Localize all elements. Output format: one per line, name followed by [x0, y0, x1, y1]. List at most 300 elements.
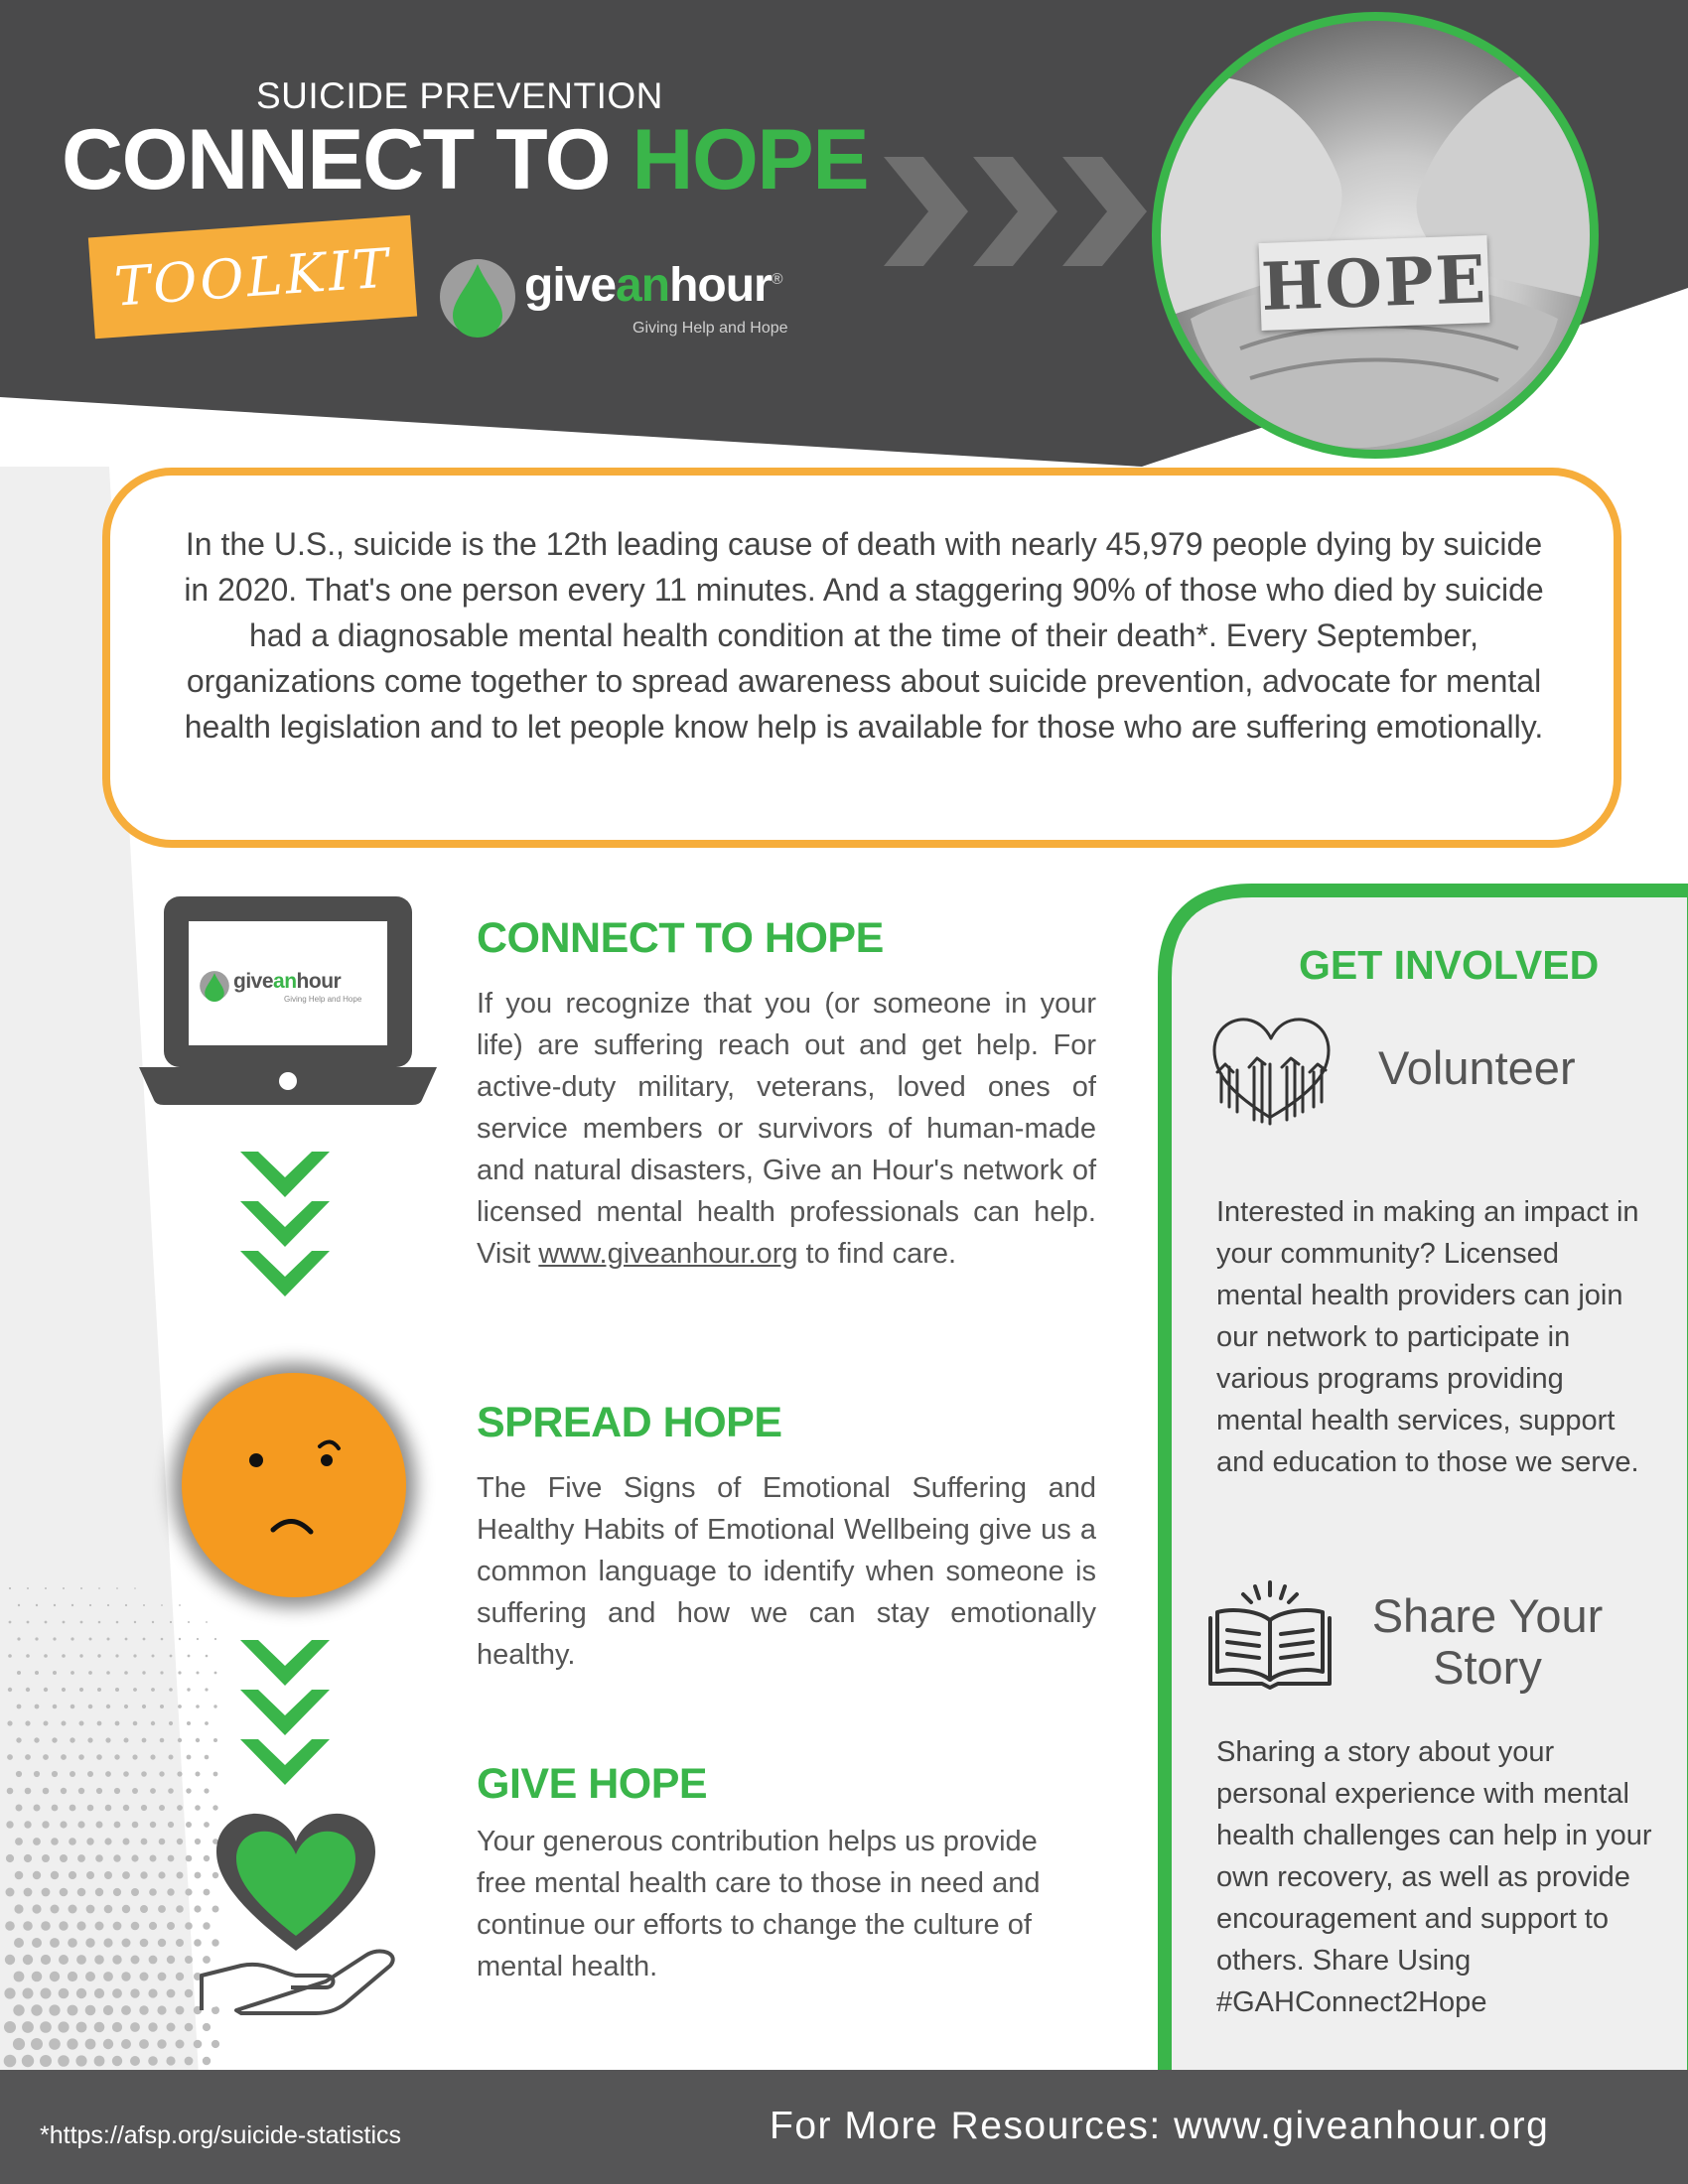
halftone-dot: [188, 1655, 191, 1658]
halftone-dot: [34, 1771, 40, 1777]
halftone-dot: [68, 1938, 77, 1948]
halftone-dot: [4, 1987, 15, 1998]
connect-text: [477, 983, 1096, 1275]
halftone-dot: [25, 1720, 30, 1725]
volunteer-label: Volunteer: [1378, 1041, 1576, 1094]
halftone-dot: [35, 1705, 40, 1709]
halftone-dot: [98, 1621, 101, 1624]
halftone-dot: [61, 1788, 67, 1794]
halftone-dot: [167, 1989, 176, 1998]
halftone-dot: [97, 1688, 101, 1692]
halftone-dot: [188, 1621, 190, 1623]
halftone-dot: [168, 1855, 175, 1862]
halftone-dot: [106, 1671, 110, 1675]
halftone-dot: [58, 2055, 70, 2067]
halftone-dot: [52, 1771, 58, 1777]
laptop-logo-tagline: Giving Help and Hope: [284, 995, 362, 1004]
halftone-dot: [140, 1871, 147, 1878]
halftone-dot: [61, 1754, 67, 1760]
halftone-dot: [143, 1604, 145, 1606]
hope-photo: [1152, 12, 1599, 459]
halftone-dot: [148, 2056, 158, 2066]
halftone-dot: [177, 1839, 183, 1844]
halftone-dot: [124, 1738, 129, 1743]
halftone-dot: [76, 1921, 85, 1930]
halftone-dot: [23, 1955, 33, 1965]
halftone-dot: [14, 1938, 24, 1948]
give-heading: GIVE HOPE: [477, 1760, 708, 1808]
halftone-dot: [123, 1839, 130, 1845]
halftone-dot: [124, 1671, 128, 1675]
laptop-screen-logo: [199, 968, 377, 1008]
halftone-dot: [31, 2038, 43, 2050]
halftone-dot: [77, 1888, 86, 1897]
halftone-dot: [85, 1938, 94, 1947]
halftone-dot: [211, 2040, 219, 2048]
halftone-dot: [206, 1621, 208, 1623]
halftone-dot: [132, 1788, 138, 1794]
intro-text: In the U.S., suicide is the 12th leading cause of death with nearly 45,979 people dying by suicide in 2020. That's one person every 11 minutes. And a staggering 90% of those who died by suicide had a diagnosable mental health condition at the time of their death*. Every September, organizations come together to spread awareness about suicide prevention, advocate for mental health legislation and to let people know help is available for those who are suffering emotionally.: [184, 526, 1544, 745]
halftone-dot: [185, 1956, 193, 1964]
halftone-dot: [142, 1671, 145, 1674]
halftone-dot: [45, 1621, 48, 1624]
halftone-dot: [114, 1754, 119, 1759]
halftone-dot: [104, 1905, 113, 1914]
halftone-dot: [95, 1922, 104, 1931]
halftone-dot: [49, 2038, 61, 2050]
hope-word: HOPE: [1259, 240, 1489, 326]
halftone-dot: [167, 1956, 175, 1964]
halftone-dot: [105, 1737, 110, 1742]
halftone-dot: [204, 1788, 209, 1793]
halftone-dot: [157, 2005, 166, 2014]
halftone-dot: [58, 2021, 69, 2032]
halftone-dot: [150, 1855, 157, 1862]
halftone-dot: [75, 2055, 86, 2066]
halftone-dot: [213, 1738, 217, 1742]
halftone-dot: [31, 2004, 42, 2015]
halftone-dot: [122, 1905, 130, 1913]
halftone-dot: [14, 1904, 23, 1913]
halftone-dot: [25, 1754, 31, 1760]
halftone-dot: [112, 2056, 122, 2066]
halftone-dot: [133, 1688, 137, 1692]
halftone-dot: [15, 1838, 23, 1845]
halftone-dot: [27, 1621, 30, 1624]
halftone-dot: [89, 1604, 91, 1606]
halftone-dot: [158, 1905, 166, 1913]
halftone-dot: [150, 1754, 155, 1759]
halftone-dot: [5, 1921, 15, 1931]
halftone-dot: [194, 2040, 203, 2049]
halftone-dot: [113, 1888, 121, 1896]
halftone-dot: [158, 1871, 165, 1878]
halftone-dot: [94, 2056, 105, 2067]
halftone-dot: [78, 1754, 84, 1760]
halftone-dot: [85, 2005, 96, 2016]
halftone-dot: [151, 1721, 155, 1725]
halftone-dot: [51, 1905, 60, 1914]
share-story-text: Sharing a story about your personal experience with mental health challenges can help in your own recovery, as well as provide encouragement and support to others. Share Using #GAHConnect2Hope: [1216, 1736, 1652, 2018]
halftone-dot: [40, 2021, 52, 2033]
halftone-dot: [170, 1621, 172, 1623]
logo-wordmark: [524, 259, 782, 312]
halftone-dot: [63, 1587, 65, 1589]
halftone-dot: [185, 1922, 193, 1930]
halftone-dot: [49, 2004, 60, 2015]
halftone-dot: [166, 2056, 175, 2065]
halftone-dot: [121, 2039, 131, 2049]
halftone-dot: [158, 1939, 166, 1947]
halftone-dot: [140, 1905, 148, 1913]
halftone-dot: [197, 1672, 200, 1675]
give-text: Your generous contribution helps us provide free mental health care to those in need and continue our efforts to change the culture of mental health.: [477, 1826, 1041, 1982]
halftone-dot: [26, 1688, 30, 1692]
logo-drop-icon: [199, 970, 230, 1002]
halftone-dot: [159, 1771, 164, 1776]
halftone-dot: [79, 1654, 82, 1657]
halftone-dot: [78, 1788, 84, 1794]
halftone-dot: [150, 1788, 156, 1794]
halftone-dot: [34, 1805, 41, 1812]
halftone-dot: [125, 1638, 128, 1641]
halftone-dot: [70, 1771, 75, 1777]
halftone-dot: [70, 1737, 74, 1742]
halftone-dot: [187, 1755, 192, 1760]
halftone-dot: [106, 1705, 110, 1708]
logo-give: give: [524, 259, 617, 312]
halftone-dot: [187, 1721, 191, 1725]
halftone-dot: [131, 1888, 139, 1896]
halftone-dot: [115, 1654, 118, 1657]
halftone-dot: [33, 1838, 41, 1845]
halftone-dot: [53, 1705, 58, 1709]
halftone-dot: [9, 1621, 12, 1624]
halftone-dot: [205, 1721, 209, 1725]
halftone-dot: [206, 1655, 209, 1658]
halftone-dot: [168, 1822, 174, 1828]
halftone-dot: [103, 1938, 112, 1947]
halftone-dot: [68, 2005, 78, 2016]
halftone-dot: [177, 1872, 184, 1879]
halftone-dot: [76, 1955, 86, 1965]
halftone-dot: [214, 1638, 216, 1640]
footer-source-note: *https://afsp.org/suicide-statistics: [40, 2121, 402, 2149]
halftone-dot: [151, 1688, 155, 1692]
halftone-dot: [77, 1854, 85, 1862]
halftone-dot: [13, 2038, 25, 2050]
halftone-dot: [176, 1905, 184, 1913]
halftone-dot: [141, 1839, 148, 1845]
halftone-dot: [40, 2055, 52, 2067]
halftone-dot: [130, 1988, 139, 1997]
halftone-dot: [17, 1671, 21, 1675]
halftone-dot: [179, 1604, 181, 1606]
halftone-dot: [121, 1972, 130, 1980]
halftone-dot: [170, 1655, 173, 1658]
halftone-dot: [107, 1638, 110, 1641]
halftone-dot: [139, 2005, 148, 2014]
halftone-dot: [60, 1888, 69, 1897]
halftone-dot: [196, 1705, 200, 1708]
halftone-dot: [116, 1621, 119, 1624]
halftone-dot: [213, 1705, 216, 1707]
halftone-dot: [42, 1888, 51, 1897]
halftone-dot: [69, 1838, 76, 1845]
title-part1: CONNECT TO: [62, 112, 633, 207]
halftone-dot: [23, 1921, 33, 1931]
halftone-dot: [32, 1938, 42, 1948]
halftone-dot: [196, 1772, 201, 1777]
halftone-dot: [157, 2039, 166, 2048]
halftone-dot: [96, 1822, 103, 1829]
chevron-down-icon: [240, 1150, 330, 1308]
halftone-dot: [86, 1838, 93, 1844]
halftone-dot: [80, 1621, 83, 1624]
halftone-dot: [17, 1637, 20, 1640]
halftone-dot: [130, 2022, 140, 2032]
halftone-dot: [43, 1754, 49, 1760]
laptop-logo-give: give: [233, 970, 274, 993]
toolkit-label: TOOLKIT: [112, 235, 393, 319]
halftone-dot: [77, 1821, 84, 1828]
hands-graphic: [1161, 21, 1590, 450]
halftone-dot: [70, 1637, 73, 1640]
halftone-dot: [25, 1788, 32, 1795]
heart-in-hand-icon: [197, 1807, 410, 2020]
halftone-dot: [158, 1973, 167, 1981]
halftone-dot: [62, 1654, 66, 1658]
halftone-dot: [160, 1671, 163, 1674]
halftone-dot: [98, 1587, 100, 1589]
halftone-dot: [4, 2021, 16, 2033]
halftone-dot: [4, 2055, 17, 2068]
halftone-dot: [131, 1854, 138, 1861]
halftone-dot: [41, 1988, 52, 1999]
halftone-dot: [71, 1604, 73, 1606]
halftone-dot: [16, 1771, 22, 1777]
halftone-dot: [68, 1972, 77, 1981]
halftone-dot: [122, 1939, 131, 1948]
halftone-dot: [131, 1922, 140, 1931]
halftone-dot: [130, 2056, 140, 2066]
halftone-dot: [169, 1688, 173, 1692]
halftone-dot: [94, 1955, 104, 1965]
volunteer-text: Interested in making an impact in your community? Licensed mental health providers can join our network to participate in various programs providing mental health services, support and education to those we serve.: [1216, 1196, 1639, 1478]
halftone-dot: [148, 2022, 157, 2031]
connect-text-end: to find care.: [797, 1238, 957, 1270]
halftone-dot: [140, 1939, 149, 1948]
giveanhour-logo: [437, 256, 834, 345]
halftone-dot: [116, 1587, 118, 1589]
halftone-dot: [123, 1805, 129, 1811]
halftone-dot: [196, 1738, 200, 1742]
halftone-dot: [53, 1637, 56, 1640]
halftone-dot: [115, 1688, 119, 1692]
halftone-dot: [13, 2004, 24, 2015]
halftone-dot: [7, 1720, 12, 1725]
halftone-dot: [152, 1621, 154, 1623]
halftone-dot: [176, 2040, 185, 2049]
halftone-dot: [112, 2022, 122, 2032]
halftone-dot: [16, 1805, 23, 1812]
halftone-dot: [169, 1755, 174, 1760]
title-part2: HOPE: [632, 112, 869, 207]
halftone-dot: [79, 1721, 84, 1726]
halftone-dot: [62, 1688, 66, 1692]
halftone-dot: [143, 1638, 146, 1641]
halftone-dot: [213, 1772, 218, 1777]
halftone-dot: [178, 1738, 182, 1742]
halftone-dot: [15, 1871, 24, 1880]
halftone-dot: [50, 1938, 60, 1948]
halftone-dot: [159, 1805, 165, 1811]
halftone-dot: [53, 1671, 57, 1675]
halftone-dot: [88, 1671, 92, 1675]
halftone-dot: [112, 1955, 121, 1964]
halftone-dot: [16, 1737, 21, 1742]
halftone-dot: [122, 1871, 130, 1879]
halftone-dot: [186, 1822, 192, 1828]
halftone-dot: [114, 1788, 120, 1794]
halftone-dot: [142, 1705, 146, 1708]
halftone-dot: [176, 1973, 184, 1980]
halftone-dot: [152, 1655, 155, 1658]
logo-registered: ®: [771, 271, 782, 288]
halftone-dot: [141, 1771, 147, 1777]
halftone-dot: [167, 2023, 176, 2032]
halftone-dot: [96, 1788, 102, 1794]
halftone-dot: [177, 1805, 183, 1811]
halftone-dot: [113, 1922, 122, 1931]
halftone-dot: [41, 1921, 51, 1931]
halftone-dot: [6, 1821, 13, 1828]
halftone-dot: [103, 2039, 113, 2049]
halftone-dot: [35, 1671, 39, 1675]
header-subtitle: SUICIDE PREVENTION: [256, 75, 663, 116]
halftone-dot: [148, 1988, 157, 1997]
halftone-dot: [50, 1972, 60, 1981]
halftone-dot: [76, 1988, 86, 1998]
halftone-dot: [124, 1705, 128, 1708]
halftone-dot: [70, 1805, 76, 1812]
halftone-dot: [121, 2005, 131, 2015]
share-story-label: Share Your Story: [1371, 1589, 1604, 1694]
halftone-dot: [176, 1939, 184, 1947]
halftone-dot: [87, 1771, 93, 1777]
halftone-dot: [205, 1755, 210, 1760]
giveanhour-link[interactable]: www.giveanhour.org: [538, 1238, 798, 1270]
halftone-dot: [70, 1705, 75, 1709]
halftone-dot: [32, 1904, 41, 1913]
halftone-dot: [97, 1654, 100, 1657]
halftone-dot: [169, 1721, 173, 1725]
halftone-dot: [167, 1922, 175, 1930]
connect-text-body: If you recognize that you (or someone in your life) are suffering reach out and get help. For active-duty military, veterans, loved ones of service members or survivors of human-made and natural disasters, Give an Hour's network of licensed mental health professionals can help. Visit: [477, 988, 1096, 1270]
logo-drop-icon: [437, 256, 518, 338]
halftone-dot: [161, 1604, 163, 1606]
halftone-dot: [51, 1838, 59, 1845]
halftone-dot: [7, 1788, 14, 1795]
laptop-logo-an: an: [273, 970, 297, 993]
halftone-dot: [150, 1822, 156, 1828]
halftone-dot: [35, 1637, 38, 1640]
halftone-dot: [133, 1721, 138, 1726]
halftone-dot: [133, 1654, 136, 1657]
halftone-dot: [132, 1822, 139, 1829]
hope-paper: [1259, 235, 1490, 331]
halftone-dot: [9, 1587, 11, 1589]
halftone-dot: [36, 1604, 38, 1606]
halftone-dot: [80, 1587, 82, 1589]
halftone-dot: [149, 1888, 157, 1896]
halftone-dot: [44, 1654, 48, 1658]
halftone-dot: [95, 1888, 103, 1896]
halftone-dot: [24, 1854, 32, 1862]
spread-text: The Five Signs of Emotional Suffering and Healthy Habits of Emotional Wellbeing give us a common language to identify when someone is suffering and how we can stay emotionally healthy.: [477, 1472, 1096, 1671]
halftone-dot: [24, 1821, 31, 1828]
halftone-dot: [178, 1671, 181, 1674]
halftone-dot: [176, 2006, 185, 2015]
halftone-dot: [125, 1604, 127, 1606]
halftone-dot: [70, 1671, 74, 1675]
halftone-dot: [178, 1705, 182, 1708]
halftone-dot: [87, 1737, 92, 1742]
halftone-dot: [86, 1871, 94, 1879]
halftone-dot: [32, 1972, 43, 1982]
halftone-dot: [131, 1956, 140, 1965]
halftone-dot: [113, 1854, 120, 1861]
halftone-dot: [63, 1621, 66, 1624]
halftone-dot: [8, 1688, 12, 1692]
halftone-dot: [95, 1854, 103, 1862]
halftone-dot: [8, 1654, 12, 1658]
halftone-dot: [203, 2057, 211, 2065]
halftone-dot: [112, 1988, 122, 1998]
halftone-dot: [6, 1854, 14, 1862]
halftone-dot: [107, 1604, 109, 1606]
halftone-dot: [186, 1855, 193, 1862]
header-title: [62, 112, 869, 207]
halftone-dot: [44, 1688, 48, 1692]
halftone-dot: [105, 1805, 112, 1812]
halftone-dot: [123, 1771, 129, 1777]
halftone-dot: [159, 1839, 166, 1845]
halftone-dot: [54, 1604, 56, 1606]
halftone-dot: [45, 1587, 47, 1589]
halftone-dot: [7, 1754, 13, 1760]
halftone-dot: [42, 1821, 49, 1828]
halftone-dot: [22, 2021, 34, 2033]
connect-heading: CONNECT TO HOPE: [477, 914, 884, 962]
laptop-logo-hour: hour: [296, 970, 342, 993]
sad-face-features: [182, 1373, 406, 1597]
halftone-dot: [60, 1854, 68, 1862]
volunteer-hands-icon: [1209, 1013, 1334, 1130]
halftone-dot: [59, 1955, 69, 1965]
halftone-dot: [69, 1871, 76, 1879]
footer-resources: For More Resources: www.giveanhour.org: [770, 2105, 1550, 2147]
halftone-dot: [203, 2023, 211, 2031]
halftone-dot: [6, 1888, 15, 1897]
sad-face-icon: [182, 1373, 406, 1597]
halftone-dot: [17, 1705, 22, 1709]
open-book-icon: [1207, 1580, 1334, 1690]
halftone-dot: [43, 1788, 50, 1795]
halftone-dot: [96, 1754, 102, 1760]
halftone-dot: [167, 1888, 174, 1895]
halftone-dot: [41, 1955, 51, 1965]
